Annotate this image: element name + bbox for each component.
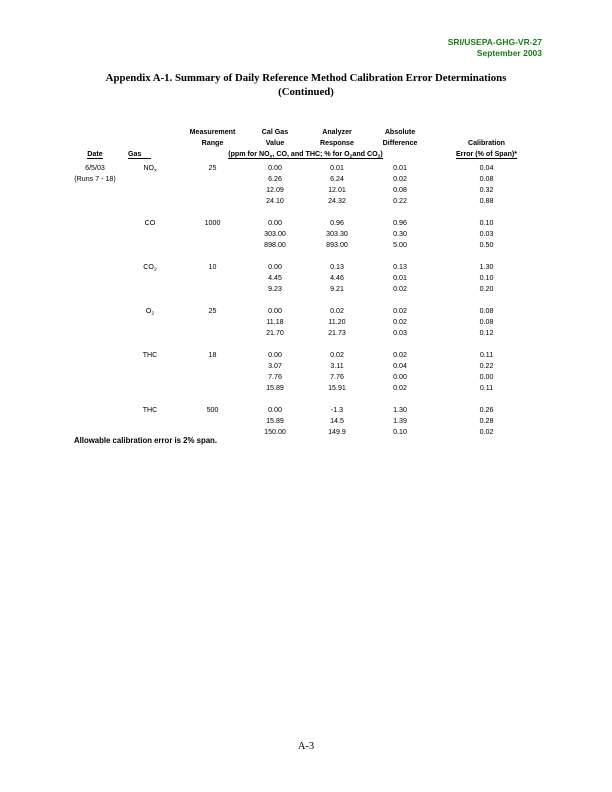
analyzer-response: 3.11 (330, 362, 344, 371)
page-number: A-3 (297, 741, 315, 752)
table-row (70, 372, 542, 383)
table-row (70, 218, 542, 229)
header-row-1 (70, 127, 542, 138)
cal-gas-value: 303.00 (264, 230, 286, 239)
title-line-2: (Continued) (278, 85, 334, 98)
table-body (70, 160, 542, 438)
analyzer-response: 893.00 (326, 241, 348, 250)
table-row (70, 383, 542, 394)
table-row (70, 416, 542, 427)
calibration-error: 0.08 (479, 307, 494, 315)
absolute-difference: 0.96 (393, 219, 407, 228)
analyzer-response: 15.91 (328, 384, 346, 393)
table-row (70, 284, 542, 295)
analyzer-response: 0.01 (330, 164, 344, 172)
col-analyzer-1: Analyzer (322, 128, 352, 136)
col-calgas-2: Value (265, 139, 285, 147)
calibration-error: 0.88 (479, 197, 494, 206)
cal-gas-value: 0.00 (268, 406, 282, 415)
table-row (70, 350, 542, 361)
analyzer-response: 149.9 (328, 428, 346, 437)
analyzer-response: 9.21 (330, 285, 344, 294)
table-row (70, 196, 542, 207)
gas-cell (120, 262, 180, 273)
range-cell: 18 (208, 350, 217, 359)
analyzer-response: 24.32 (328, 197, 346, 206)
gas-name: THC (142, 350, 158, 359)
analyzer-response: 14.5 (330, 417, 344, 426)
analyzer-response: 0.13 (330, 263, 344, 272)
table-row (70, 262, 542, 273)
gas-cell (120, 218, 180, 229)
calibration-error: 0.02 (479, 428, 494, 437)
gas-name: CO (143, 263, 154, 272)
absolute-difference: 0.08 (393, 186, 407, 195)
absolute-difference: 0.30 (393, 230, 407, 239)
analyzer-response: 303.30 (326, 230, 348, 239)
calibration-error: 0.32 (479, 186, 494, 195)
absolute-difference: 5.00 (393, 241, 407, 250)
analyzer-response: 12.01 (328, 186, 346, 195)
cal-gas-value: 9.23 (268, 285, 282, 294)
gas-cell (120, 405, 180, 416)
absolute-difference: 0.02 (393, 307, 407, 315)
analyzer-response: 6.24 (330, 175, 344, 184)
group-spacer (70, 251, 542, 262)
table-row (70, 160, 542, 174)
cal-gas-value: 15.89 (266, 384, 284, 393)
cal-gas-value: 21.70 (266, 329, 284, 338)
gas-name: O (145, 307, 152, 315)
table-row (70, 405, 542, 416)
calibration-error: 0.26 (479, 406, 494, 415)
col-calgas-1: Cal Gas (261, 128, 289, 136)
range-cell: 1000 (204, 219, 221, 228)
gas-subscript: x (154, 168, 157, 174)
cal-gas-value: 6.26 (268, 175, 282, 184)
table-row (70, 174, 542, 185)
cal-gas-value: 3.07 (268, 362, 282, 371)
gas-subscript: 2 (153, 267, 157, 273)
cal-gas-value: 0.00 (268, 307, 282, 315)
analyzer-response: 4.46 (330, 274, 344, 283)
table-row (70, 361, 542, 372)
header-row-3 (70, 149, 542, 160)
table-row (70, 273, 542, 284)
range-cell: 25 (208, 307, 217, 315)
cal-gas-value: 150.00 (264, 428, 286, 437)
table-row (70, 240, 542, 251)
absolute-difference: 1.30 (393, 406, 407, 415)
calibration-error: 0.11 (479, 350, 494, 359)
calibration-error: 0.28 (479, 417, 494, 426)
calibration-error: 0.04 (479, 164, 494, 172)
report-id: SRI/USEPA-GHG-VR-27 (447, 37, 542, 47)
cal-gas-value: 4.45 (268, 274, 282, 283)
gas-cell (120, 160, 180, 174)
range-cell: 25 (208, 164, 217, 172)
col-units: (ppm for $NO_x$, CO, and THC; % for $O_2and$ $CO_2$) (228, 150, 383, 160)
calibration-error: 0.20 (479, 285, 494, 294)
title-line-1: Appendix A-1. Summary of Daily Reference Method Calibration Error Determinations (105, 72, 507, 84)
analyzer-response: 0.02 (330, 307, 344, 315)
footnote: Allowable calibration error is 2% span. (74, 436, 217, 445)
table-row (70, 317, 542, 328)
col-measurement-1: Measurement (189, 128, 236, 136)
absolute-difference: 0.10 (393, 428, 407, 437)
col-calib-1: Calibration (467, 139, 506, 147)
cal-gas-value: 11.18 (266, 318, 284, 327)
header-row-2 (70, 138, 542, 149)
range-cell: 10 (208, 263, 217, 272)
cal-gas-value: 24.10 (266, 197, 284, 206)
group-spacer (70, 339, 542, 350)
runs-cell: (Runs 7 - 18) (74, 175, 116, 184)
absolute-difference: 0.02 (393, 285, 407, 294)
report-date: September 2003 (476, 47, 542, 58)
absolute-difference: 0.01 (393, 274, 407, 283)
col-absolute-2: Difference (382, 139, 418, 147)
col-analyzer-2: Response (320, 139, 354, 147)
group-spacer (70, 394, 542, 405)
calibration-error: 0.08 (479, 318, 494, 327)
absolute-difference: 0.13 (393, 263, 407, 272)
page-title (70, 72, 542, 99)
absolute-difference: 0.22 (393, 197, 407, 206)
absolute-difference: 0.02 (393, 318, 407, 327)
gas-name: CO (144, 219, 156, 228)
absolute-difference: 0.02 (393, 384, 407, 393)
calibration-error: 0.08 (479, 175, 494, 184)
gas-cell (120, 350, 180, 361)
gas-subscript: 2 (151, 311, 155, 317)
gas-name: NO (143, 164, 155, 172)
cal-gas-value: 0.00 (268, 219, 282, 228)
calibration-error: 0.10 (479, 219, 494, 228)
analyzer-response: -1.3 (330, 406, 344, 415)
absolute-difference: 0.04 (393, 362, 407, 371)
analyzer-response: 0.02 (330, 350, 344, 359)
calibration-error: 0.50 (479, 241, 494, 250)
report-header (448, 37, 542, 58)
group-spacer (70, 207, 542, 218)
calibration-error: 0.03 (479, 230, 494, 239)
analyzer-response: 21.73 (328, 329, 346, 338)
table-row (70, 185, 542, 196)
absolute-difference: 0.01 (393, 164, 407, 172)
date-cell: 6/5/03 (85, 164, 105, 172)
absolute-difference: 0.03 (393, 329, 407, 338)
cal-gas-value: 898.00 (264, 241, 286, 250)
cal-gas-value: 7.76 (268, 373, 282, 382)
col-date: Date (87, 150, 103, 158)
range-cell: 500 (206, 406, 219, 415)
analyzer-response: 7.76 (330, 373, 344, 382)
absolute-difference: 1.39 (393, 417, 407, 426)
cal-gas-value: 0.00 (268, 164, 282, 172)
calibration-table (70, 127, 542, 438)
table-row (70, 328, 542, 339)
col-absolute-1: Absolute (384, 128, 416, 136)
gas-cell (120, 306, 180, 317)
absolute-difference: 0.00 (393, 373, 407, 382)
absolute-difference: 0.02 (393, 350, 407, 359)
calibration-error: 0.12 (479, 329, 494, 338)
cal-gas-value: 0.00 (268, 350, 282, 359)
calibration-error: 0.10 (479, 274, 494, 283)
cal-gas-value: 0.00 (268, 263, 282, 272)
col-calib-2: Error (% of Span)* (455, 150, 518, 158)
col-gas: Gas (128, 150, 151, 159)
col-measurement-2: Range (201, 139, 224, 147)
cal-gas-value: 15.89 (266, 417, 284, 426)
cal-gas-value: 12.09 (266, 186, 284, 195)
calibration-error: 0.11 (479, 384, 494, 393)
calibration-error: 0.00 (479, 373, 494, 382)
table-row (70, 306, 542, 317)
calibration-error: 1.30 (479, 263, 494, 272)
group-spacer (70, 295, 542, 306)
table-row (70, 229, 542, 240)
analyzer-response: 11.20 (328, 318, 346, 327)
gas-name: THC (142, 406, 158, 415)
calibration-error: 0.22 (479, 362, 494, 371)
analyzer-response: 0.96 (330, 219, 344, 228)
absolute-difference: 0.02 (393, 175, 407, 184)
